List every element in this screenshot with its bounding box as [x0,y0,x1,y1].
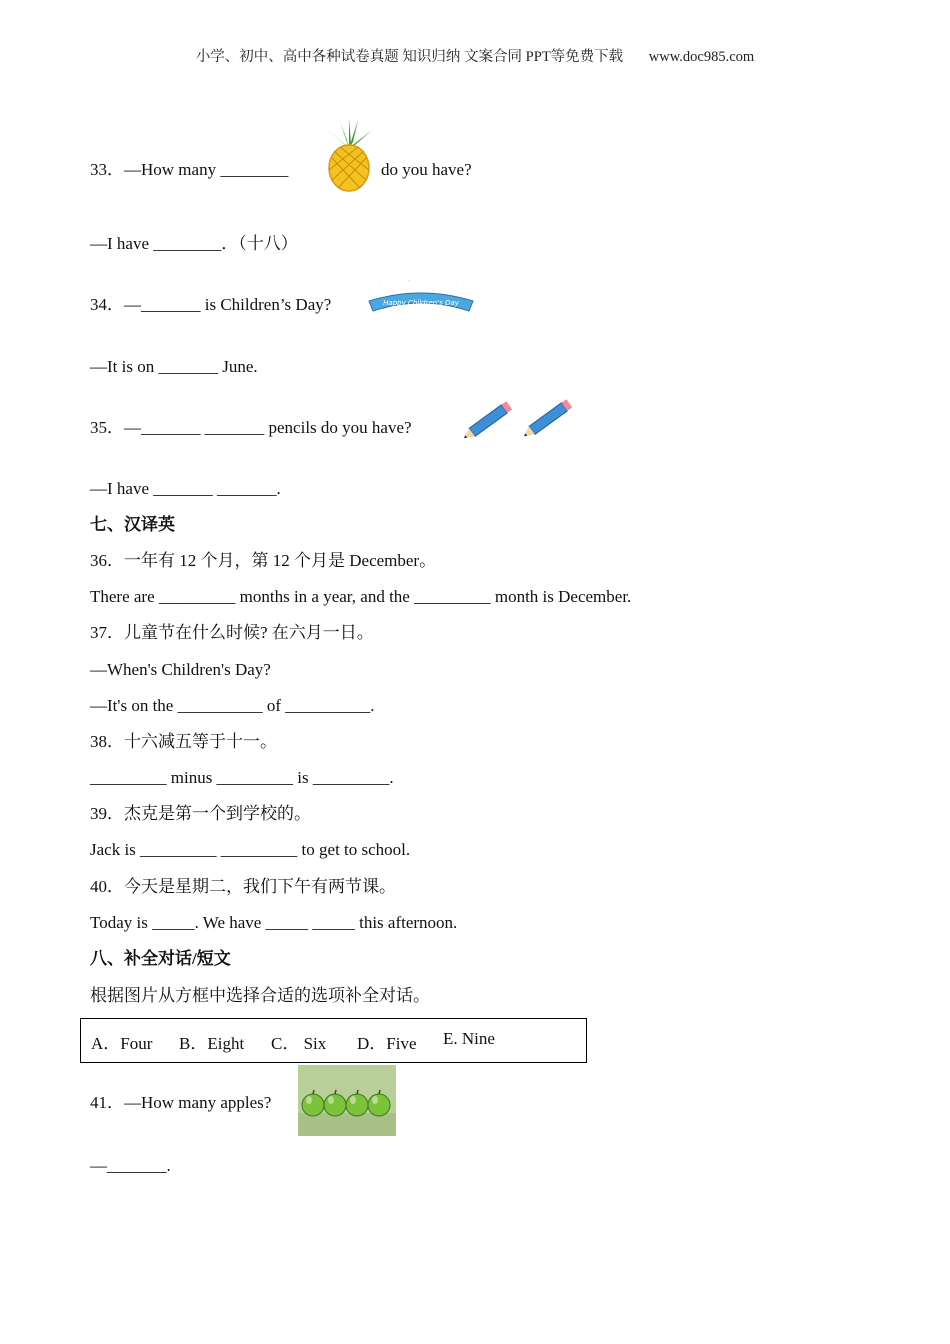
q35-line1: 35．—_______ _______ pencils do you have? [90,418,412,437]
q36-english: There are _________ months in a year, and the _________ month is December. [90,587,632,606]
q38-english: _________ minus _________ is _________. [90,768,394,787]
option-d: D．Five [357,1034,417,1053]
section8-instruction: 根据图片从方框中选择合适的选项补全对话。 [90,986,430,1005]
q33-line1-b: do you have? [381,160,472,179]
q38-chinese: 38．十六减五等于十一。 [90,732,277,751]
q39-english: Jack is _________ _________ to get to school. [90,840,411,859]
header-left-text: 小学、初中、高中各种试卷真题 知识归纳 文案合同 PPT等免费下载 [195,49,624,65]
apples-image [298,1065,396,1136]
section8-title: 八、补全对话/短文 [90,949,231,968]
q36-chinese: 36．一年有 12 个月，第 12 个月是 December。 [90,551,437,570]
q40-english: Today is _____. We have _____ _____ this afternoon. [90,913,458,932]
q33-line2: —I have ________．（十八） [90,234,298,253]
q40-chinese: 40．今天是星期二，我们下午有两节课。 [90,877,396,896]
q41-line1: 41．—How many apples? [90,1093,272,1112]
pencil-icon-2 [518,394,580,442]
q37-english-2: —It's on the __________ of __________. [90,696,375,715]
badge-title-text: 六一儿童节 [373,272,469,294]
page-header [0,45,950,66]
section7-title: 七、汉译英 [90,515,175,534]
option-e: E. Nine [443,1029,495,1048]
pencil-icon [458,396,520,444]
q34-line2: —It is on _______ June. [90,357,258,376]
q41-line2: —_______. [90,1156,171,1175]
pineapple-icon [320,118,378,193]
q39-chinese: 39．杰克是第一个到学校的。 [90,804,311,823]
option-b: B．Eight [179,1034,245,1053]
q34-line1: 34．—_______ is Children’s Day? [90,295,332,314]
option-a: A．Four [91,1034,153,1053]
option-c: C． Six [271,1034,327,1053]
q37-chinese: 37．儿童节在什么时候? 在六月一日。 [90,623,374,642]
header-site-text: www.doc985.com [648,49,755,65]
badge-ribbon-text: Happy Children's Day [383,299,459,307]
q33-line1-a: 33．—How many ________ [90,160,289,179]
options-box [80,1018,587,1063]
childrens-day-badge-icon [365,265,477,315]
q37-english-1: —When's Children's Day? [90,660,271,679]
q35-line2: —I have _______ _______. [90,479,281,498]
